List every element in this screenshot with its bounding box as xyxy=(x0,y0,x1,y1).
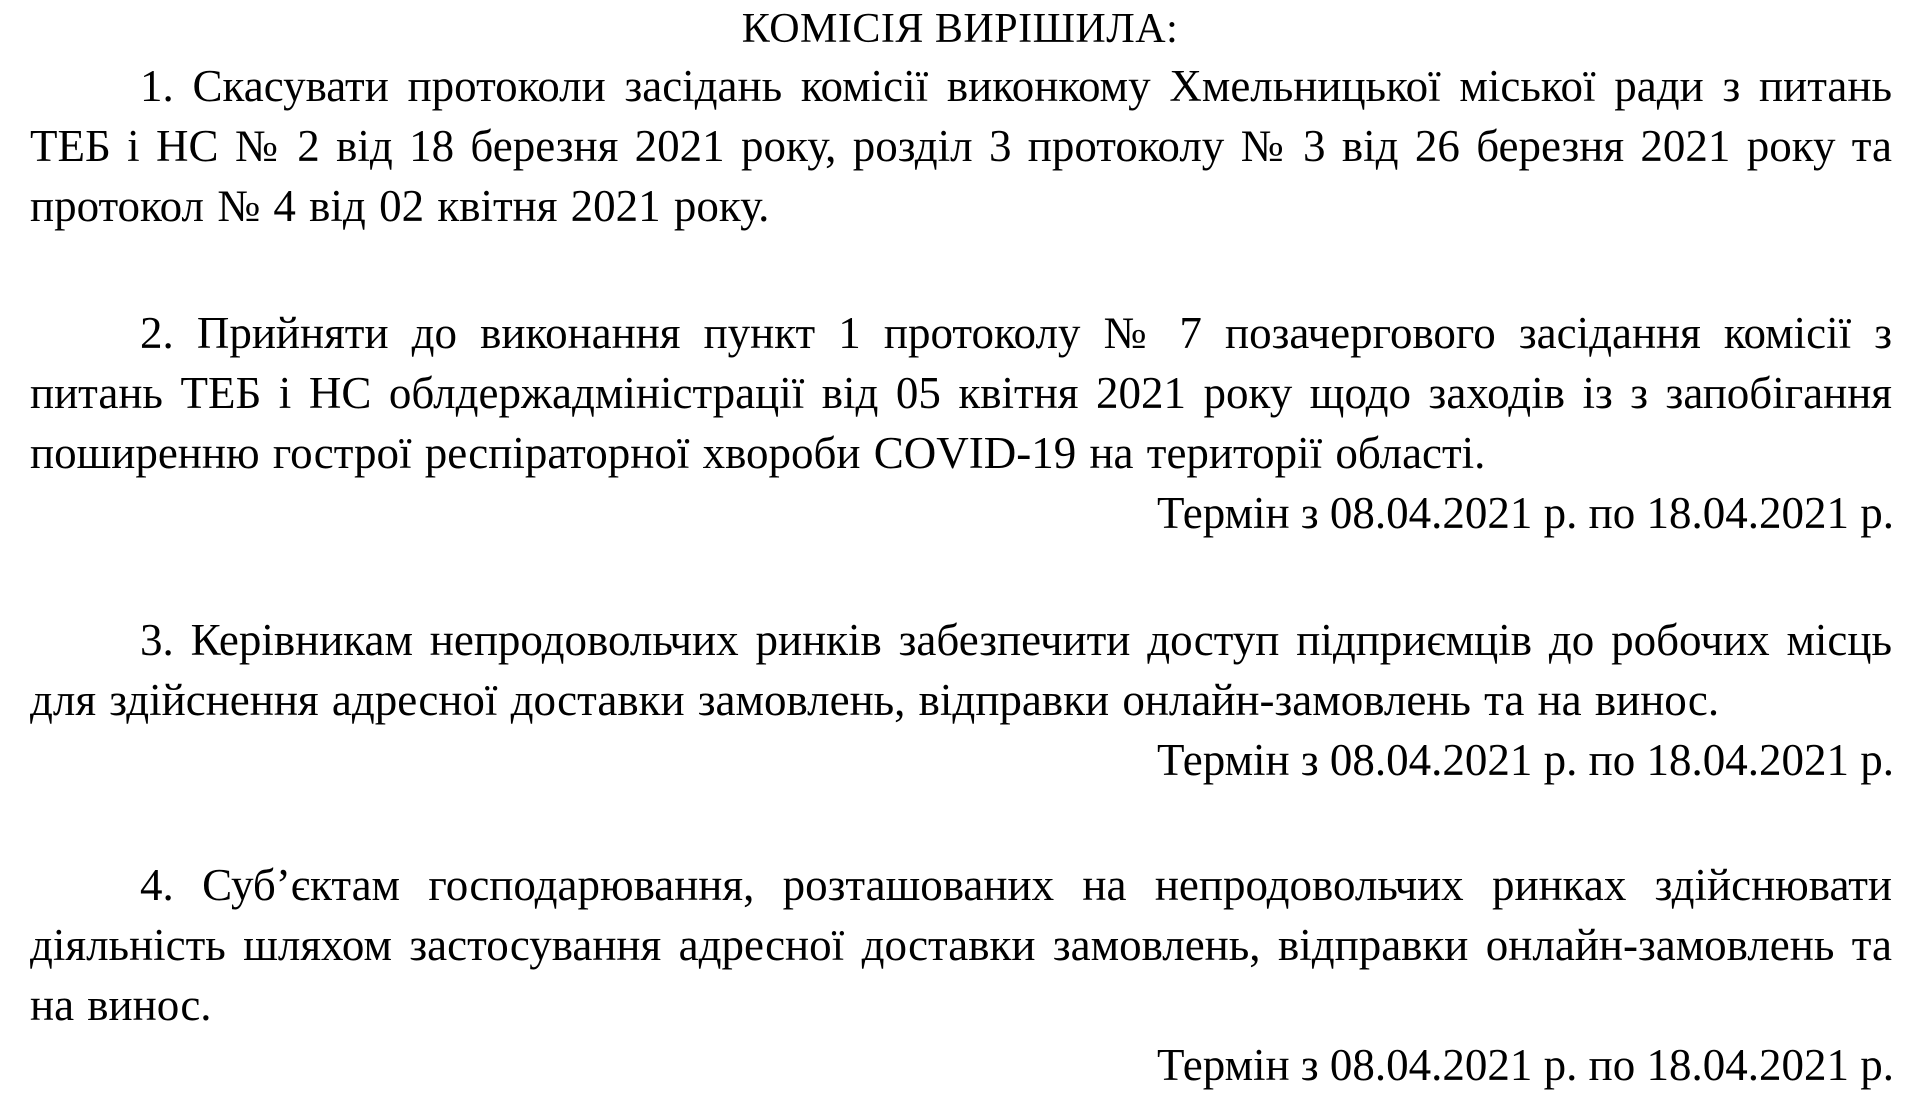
deadline-item-3: Термін з 08.04.2021 р. по 18.04.2021 р. xyxy=(1157,735,1894,785)
deadline-item-4: Термін з 08.04.2021 р. по 18.04.2021 р. xyxy=(1157,1040,1894,1090)
decision-item-4: 4. Суб’єктам господарювання, розташованих на непродовольчих ринках здійснювати діяльність шляхом застосування адресної доставки замовлень, відправки онлайн-замовлень та на винос. xyxy=(30,860,1892,1030)
decision-item-3: 3. Керівникам непродовольчих ринків забезпечити доступ підприємців до робочих місць для здійснення адресної доставки замовлень, відправки онлайн-замовлень та на винос. xyxy=(30,615,1892,725)
document-heading: КОМІСІЯ ВИРІШИЛА: xyxy=(741,6,1179,52)
decision-item-1: 1. Скасувати протоколи засідань комісії виконкому Хмельницької міської ради з питань ТЕБ і НС № 2 від 18 березня 2021 року, розділ 3 протоколу № 3 від 26 березня 2021 року та протокол № 4 від 02 квітня 2021 року. xyxy=(30,61,1892,231)
deadline-item-2: Термін з 08.04.2021 р. по 18.04.2021 р. xyxy=(1157,488,1894,538)
decision-item-2: 2. Прийняти до виконання пункт 1 протоколу № 7 позачергового засідання комісії з питань ТЕБ і НС облдержадміністрації від 05 квітня 2021 року щодо заходів із з запобігання поширенню гострої респіраторної хвороби COVID-19 на території області. xyxy=(30,308,1892,478)
